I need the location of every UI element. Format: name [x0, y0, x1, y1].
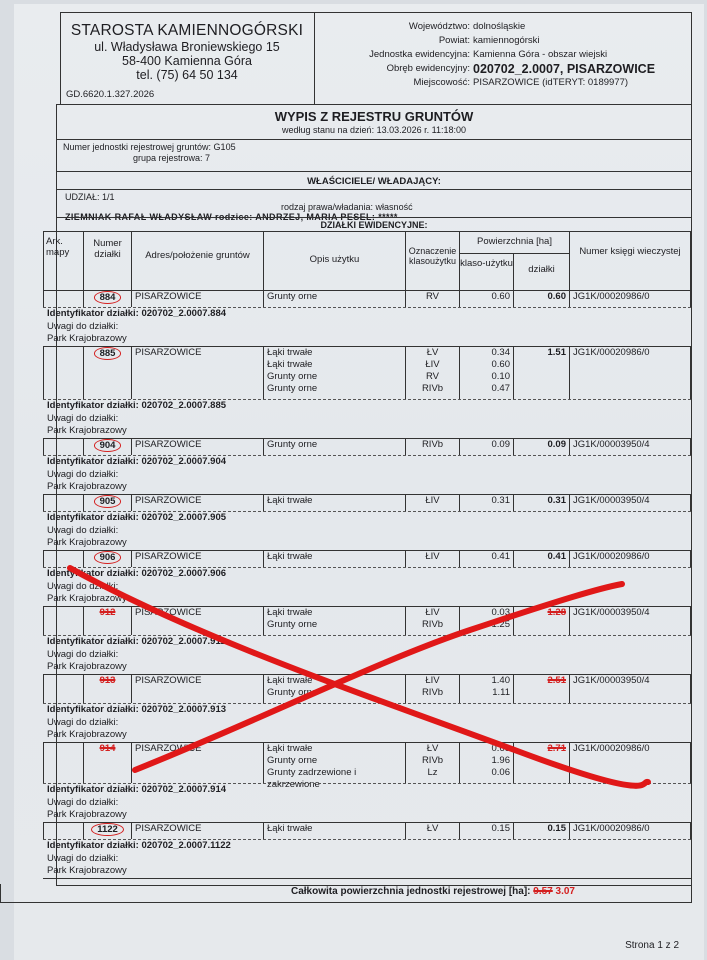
parcel-note: Uwagi do działki: Park Krajobrazowy [47, 717, 127, 740]
class-area: 1.40 1.11 [459, 675, 513, 703]
parcel-number [83, 823, 131, 839]
parcel-area: 2.71 [513, 743, 569, 783]
land-class: ŁIV RIVb [405, 675, 459, 703]
parcel-note: Uwagi do działki: Park Krajobrazowy [47, 321, 127, 344]
col-dzialki: działki [513, 254, 569, 290]
land-use: Łąki trwałe [263, 495, 405, 511]
map-sheet [43, 495, 83, 511]
parcel-address: PISARZOWICE [131, 823, 263, 839]
owner-share: UDZIAŁ: 1/1 [65, 192, 115, 202]
land-register-number: JG1K/00003950/4 [569, 495, 691, 511]
parcel-area: 0.15 [513, 823, 569, 839]
unit-number: Numer jednostki rejestrowej gruntów: G105 [63, 142, 236, 152]
parcel-area: 0.41 [513, 551, 569, 567]
parcel-note: Uwagi do działki: Park Krajobrazowy [47, 649, 127, 672]
parcel-note: Uwagi do działki: Park Krajobrazowy [47, 797, 127, 820]
map-sheet [43, 823, 83, 839]
land-use: Grunty orne [263, 439, 405, 455]
land-class: ŁIV RIVb [405, 607, 459, 635]
parcel-number [83, 551, 131, 567]
document-title: WYPIS Z REJESTRU GRUNTÓW [274, 109, 474, 124]
land-use: Grunty orne [263, 291, 405, 307]
class-area: 0.31 [459, 495, 513, 511]
class-area: 0.60 [459, 291, 513, 307]
parcel-identifier: Identyfikator działki: 020702_2.0007.906 [47, 568, 227, 579]
circled-parcel-number: 1122 [91, 823, 124, 836]
table-row [43, 439, 691, 495]
parcel-number [83, 675, 131, 703]
table-header [43, 232, 691, 291]
parcel-address: PISARZOWICE [131, 743, 263, 783]
parcel-number [83, 743, 131, 783]
owner-right-type: rodzaj prawa/władania: własność [281, 202, 413, 212]
parcel-area: 1.51 [513, 347, 569, 399]
map-sheet [43, 607, 83, 635]
parcel-address: PISARZOWICE [131, 439, 263, 455]
parcel-area: 2.51 [513, 675, 569, 703]
total-old-value: 9.57 [533, 886, 553, 897]
total-label: Całkowita powierzchnia jednostki rejestrowej [ha]: [291, 886, 531, 897]
land-class: RV [405, 291, 459, 307]
parcel-area: 0.09 [513, 439, 569, 455]
issuer-block [60, 12, 315, 104]
parcel-address: PISARZOWICE [131, 291, 263, 307]
field-label: Obręb ewidencyjny: [386, 63, 470, 74]
map-sheet [43, 675, 83, 703]
parcel-note: Uwagi do działki: Park Krajobrazowy [47, 469, 127, 492]
table-row [43, 291, 691, 347]
parcel-area: 1.28 [513, 607, 569, 635]
land-class: ŁIV [405, 551, 459, 567]
owners-section [57, 189, 691, 222]
total-area-row [0, 884, 692, 903]
parcel-area: 0.60 [513, 291, 569, 307]
land-use: Łąki trwałe Łąki trwałe Grunty orne Grunty orne [263, 347, 405, 399]
table-row [43, 495, 691, 551]
field-label: Miejscowość: [413, 77, 470, 88]
map-sheet [43, 743, 83, 783]
table-row [43, 675, 691, 743]
land-class: ŁV ŁIV RV RIVb [405, 347, 459, 399]
class-area: 0.09 [459, 439, 513, 455]
parcel-number [83, 495, 131, 511]
struck-parcel-number: 912 [99, 607, 116, 618]
table-row [43, 607, 691, 675]
land-register-number: JG1K/00020986/0 [569, 347, 691, 399]
parcel-number [83, 291, 131, 307]
table-row [43, 551, 691, 607]
issuer-phone: tel. (75) 64 50 134 [136, 68, 238, 82]
land-class: ŁIV [405, 495, 459, 511]
class-area: 0.69 1.96 0.06 [459, 743, 513, 783]
col-numer: Numer działki [83, 232, 131, 290]
parcel-number [83, 347, 131, 399]
parcel-note: Uwagi do działki: Park Krajobrazowy [47, 853, 127, 876]
parcel-identifier: Identyfikator działki: 020702_2.0007.1122 [47, 840, 231, 851]
col-oznaczenie: Oznaczenie klasoużytku [405, 232, 459, 290]
issuer-street: ul. Władysława Broniewskiego 15 [94, 40, 280, 54]
parcels-heading: DZIAŁKI EWIDENCYJNE: [57, 217, 691, 232]
parcel-note: Uwagi do działki: Park Krajobrazowy [47, 413, 127, 436]
circled-parcel-number: 906 [94, 551, 122, 564]
field-value: dolnośląskie [473, 21, 526, 32]
land-register-number: JG1K/00020986/0 [569, 291, 691, 307]
circled-parcel-number: 884 [94, 291, 122, 304]
field-value: Kamienna Góra - obszar wiejski [473, 49, 608, 60]
land-register-number: JG1K/00020986/0 [569, 551, 691, 567]
unit-info [57, 139, 691, 172]
land-register-number: JG1K/00020986/0 [569, 823, 691, 839]
field-value: 020702_2.0007, PISARZOWICE [473, 62, 656, 76]
owners-heading: WŁAŚCICIELE/ WŁADAJĄCY: [57, 171, 691, 188]
land-register-number: JG1K/00003950/4 [569, 607, 691, 635]
parcel-identifier: Identyfikator działki: 020702_2.0007.884 [47, 308, 227, 319]
class-area: 0.41 [459, 551, 513, 567]
parcel-address: PISARZOWICE [131, 607, 263, 635]
unit-group: grupa rejestrowa: 7 [133, 153, 211, 163]
total-new-value: 3.07 [555, 886, 575, 897]
field-value: PISARZOWICE (idTERYT: 0189977) [473, 77, 629, 88]
parcel-number [83, 607, 131, 635]
land-register-number: JG1K/00003950/4 [569, 439, 691, 455]
map-sheet [43, 291, 83, 307]
class-area: 0.03 1.25 [459, 607, 513, 635]
field-label: Powiat: [438, 35, 470, 46]
class-area: 0.15 [459, 823, 513, 839]
case-sign: GD.6620.1.327.2026 [66, 89, 155, 100]
land-class: ŁV [405, 823, 459, 839]
parcel-identifier: Identyfikator działki: 020702_2.0007.905 [47, 512, 227, 523]
map-sheet [43, 551, 83, 567]
register-body [46, 104, 692, 886]
row-border [43, 878, 691, 879]
col-ksiega: Numer księgi wieczystej [569, 232, 691, 290]
col-adres: Adres/położenie gruntów [131, 232, 263, 290]
parcel-identifier: Identyfikator działki: 020702_2.0007.904 [47, 456, 227, 467]
table-row [43, 347, 691, 439]
field-value: kamiennogórski [473, 35, 540, 46]
field-label: Województwo: [408, 21, 470, 32]
land-class: ŁV RIVb Lz [405, 743, 459, 783]
col-klasouzytku: klaso-użytku [459, 254, 513, 290]
land-register-number: JG1K/00003950/4 [569, 675, 691, 703]
parcels-table [43, 231, 691, 879]
parcel-address: PISARZOWICE [131, 675, 263, 703]
circled-parcel-number: 885 [94, 347, 122, 360]
field-label: Jednostka ewidencyjna: [369, 49, 470, 60]
struck-parcel-number: 914 [99, 743, 116, 754]
parcel-address: PISARZOWICE [131, 495, 263, 511]
parcel-identifier: Identyfikator działki: 020702_2.0007.913 [47, 704, 227, 715]
issuer-name: STAROSTA KAMIENNOGÓRSKI [70, 22, 304, 39]
owner-name: ZIEMNIAK RAFAŁ WŁADYSŁAW rodzice: ANDRZEJ, MARIA PESEL: ***** [65, 212, 398, 222]
parcel-area: 0.31 [513, 495, 569, 511]
map-sheet [43, 439, 83, 455]
parcel-address: PISARZOWICE [131, 551, 263, 567]
table-row [43, 743, 691, 823]
class-area: 0.34 0.60 0.10 0.47 [459, 347, 513, 399]
parcel-number [83, 439, 131, 455]
page-number: Strona 1 z 2 [625, 940, 679, 951]
parcel-identifier: Identyfikator działki: 020702_2.0007.914 [47, 784, 227, 795]
land-use: Łąki trwałe [263, 551, 405, 567]
land-use: Łąki trwałe Grunty orne [263, 607, 405, 635]
parcel-note: Uwagi do działki: Park Krajobrazowy [47, 581, 127, 604]
circled-parcel-number: 904 [94, 439, 122, 452]
col-opis: Opis użytku [263, 232, 405, 290]
document-date: według stanu na dzień: 13.03.2026 r. 11:18:00 [282, 125, 466, 135]
land-use: Łąki trwałe Grunty orne [263, 675, 405, 703]
parcel-identifier: Identyfikator działki: 020702_2.0007.885 [47, 400, 227, 411]
map-sheet [43, 347, 83, 399]
col-powierzchnia: Powierzchnia [ha] [459, 232, 569, 254]
parcel-identifier: Identyfikator działki: 020702_2.0007.912 [47, 636, 227, 647]
land-register-number: JG1K/00020986/0 [569, 743, 691, 783]
land-use: Łąki trwałe Grunty orne Grunty zadrzewione i zakrzewione [263, 743, 405, 783]
land-class: RIVb [405, 439, 459, 455]
parcel-address: PISARZOWICE [131, 347, 263, 399]
circled-parcel-number: 905 [94, 495, 122, 508]
col-ark: Ark. mapy [43, 232, 83, 290]
struck-parcel-number: 913 [99, 675, 116, 686]
land-use: Łąki trwałe [263, 823, 405, 839]
issuer-city: 58-400 Kamienna Góra [122, 54, 252, 68]
parcel-note: Uwagi do działki: Park Krajobrazowy [47, 525, 127, 548]
table-row [43, 823, 691, 879]
location-block [318, 20, 690, 90]
